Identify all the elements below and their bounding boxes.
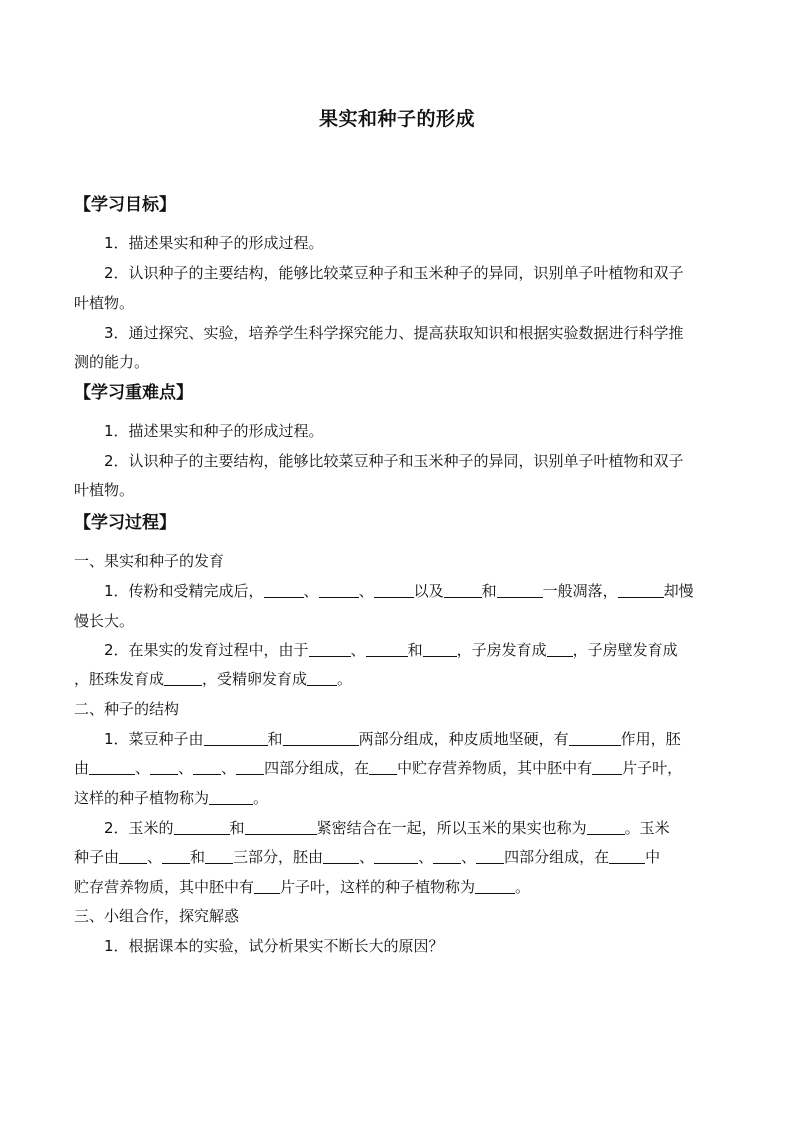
key-point-line-2-cont: 叶植物。 bbox=[74, 481, 135, 499]
blank[interactable] bbox=[236, 758, 264, 775]
key-point-line-2: 2．认识种子的主要结构，能够比较菜豆种子和玉米种子的异同，识别单子叶植物和双子 bbox=[104, 452, 684, 470]
question-3-line-2 bbox=[74, 753, 724, 783]
blank[interactable] bbox=[89, 758, 135, 775]
part1-heading: 一、果实和种子的发育 bbox=[74, 552, 225, 570]
blank[interactable] bbox=[475, 877, 515, 894]
q4-text: 、 bbox=[461, 848, 477, 866]
blank[interactable] bbox=[569, 729, 621, 746]
q2-text: ，子房壁发育成 bbox=[572, 641, 678, 659]
blank[interactable] bbox=[547, 640, 573, 657]
blank[interactable] bbox=[264, 581, 304, 598]
blank[interactable] bbox=[366, 640, 408, 657]
q4-text: 。 bbox=[515, 878, 531, 896]
blank[interactable] bbox=[374, 847, 418, 864]
section-heading-objectives: 【学习目标】 bbox=[74, 195, 176, 215]
q4-text: 、 bbox=[147, 848, 163, 866]
blank[interactable] bbox=[433, 847, 461, 864]
q1-text: 、 bbox=[303, 582, 319, 600]
question-1-line-1 bbox=[104, 576, 724, 606]
q2-text: 。 bbox=[337, 670, 353, 688]
q3-text: 、 bbox=[178, 759, 194, 777]
part2-heading: 二、种子的结构 bbox=[74, 700, 180, 718]
question-4-line-1 bbox=[104, 813, 724, 843]
question-5: 1．根据课本的实验，试分析果实不断长大的原因？ bbox=[104, 937, 444, 955]
question-3-line-1 bbox=[104, 724, 724, 754]
question-2-line-1 bbox=[104, 635, 724, 665]
q3-text: 两部分组成，种皮质地坚硬，有 bbox=[358, 730, 569, 748]
q3-text: 四部分组成，在 bbox=[264, 759, 370, 777]
blank[interactable] bbox=[174, 818, 230, 835]
objective-line-3: 3．通过探究、实验，培养学生科学探究能力、提高获取知识和根据实验数据进行科学推 bbox=[104, 324, 684, 342]
q4-text: 片子叶，这样的种子植物称为 bbox=[280, 878, 476, 896]
blank[interactable] bbox=[618, 581, 664, 598]
objective-line-2: 2．认识种子的主要结构，能够比较菜豆种子和玉米种子的异同，识别单子叶植物和双子 bbox=[104, 264, 684, 282]
blank[interactable] bbox=[609, 847, 645, 864]
q4-text: 紧密结合在一起，所以玉米的果实也称为 bbox=[316, 819, 587, 837]
q3-text: 这样的种子植物称为 bbox=[74, 789, 210, 807]
blank[interactable] bbox=[476, 847, 504, 864]
question-1-line-2: 慢长大。 bbox=[74, 612, 135, 630]
blank[interactable] bbox=[209, 788, 253, 805]
q3-text: 、 bbox=[221, 759, 237, 777]
q2-text: 2．在果实的发育过程中，由于 bbox=[104, 641, 309, 659]
blank[interactable] bbox=[497, 581, 543, 598]
blank[interactable] bbox=[307, 669, 337, 686]
blank[interactable] bbox=[150, 758, 178, 775]
q3-text: 中贮存营养物质，其中胚中有 bbox=[397, 759, 593, 777]
q2-text: 和 bbox=[407, 641, 423, 659]
q2-text: ，子房发育成 bbox=[456, 641, 547, 659]
q3-text: 1．菜豆种子由 bbox=[104, 730, 204, 748]
question-2-line-2 bbox=[74, 664, 724, 694]
q4-text: 中 bbox=[645, 848, 661, 866]
q4-text: 三部分，胚由 bbox=[233, 848, 324, 866]
blank[interactable] bbox=[162, 847, 190, 864]
blank[interactable] bbox=[374, 581, 414, 598]
q2-text: 、 bbox=[350, 641, 366, 659]
q4-text: 、 bbox=[418, 848, 434, 866]
blank[interactable] bbox=[587, 818, 625, 835]
q1-text: 1．传粉和受精完成后， bbox=[104, 582, 264, 600]
q3-text: 、 bbox=[135, 759, 151, 777]
blank[interactable] bbox=[193, 758, 221, 775]
q1-text: 和 bbox=[481, 582, 497, 600]
blank[interactable] bbox=[164, 669, 202, 686]
q4-text: 。玉米 bbox=[624, 819, 670, 837]
blank[interactable] bbox=[119, 847, 147, 864]
objective-line-3-cont: 测的能力。 bbox=[74, 353, 150, 371]
page-title: 果实和种子的形成 bbox=[318, 108, 475, 130]
part3-heading: 三、小组合作，探究解惑 bbox=[74, 907, 240, 925]
q1-text: 一般凋落， bbox=[542, 582, 618, 600]
blank[interactable] bbox=[283, 729, 359, 746]
q4-text: 、 bbox=[359, 848, 375, 866]
blank[interactable] bbox=[444, 581, 482, 598]
q2-text: ，受精卵发育成 bbox=[202, 670, 308, 688]
q1-text: 却慢 bbox=[663, 582, 694, 600]
section-heading-key-points: 【学习重难点】 bbox=[74, 383, 193, 403]
q3-text: 。 bbox=[253, 789, 269, 807]
question-4-line-3 bbox=[74, 872, 724, 902]
q3-text: 由 bbox=[74, 759, 90, 777]
blank[interactable] bbox=[205, 847, 233, 864]
q4-text: 2．玉米的 bbox=[104, 819, 174, 837]
blank[interactable] bbox=[204, 729, 268, 746]
blank[interactable] bbox=[309, 640, 351, 657]
blank[interactable] bbox=[319, 581, 359, 598]
blank[interactable] bbox=[592, 758, 622, 775]
q3-text: 和 bbox=[267, 730, 283, 748]
q4-text: 贮存营养物质，其中胚中有 bbox=[74, 878, 255, 896]
q2-text: ，胚珠发育成 bbox=[74, 670, 165, 688]
blank[interactable] bbox=[323, 847, 359, 864]
section-heading-process: 【学习过程】 bbox=[74, 513, 176, 533]
q1-text: 以及 bbox=[413, 582, 444, 600]
blank[interactable] bbox=[423, 640, 457, 657]
q4-text: 和 bbox=[229, 819, 245, 837]
q1-text: 、 bbox=[358, 582, 374, 600]
q4-text: 四部分组成，在 bbox=[504, 848, 610, 866]
q4-text: 种子由 bbox=[74, 848, 120, 866]
question-4-line-2 bbox=[74, 842, 724, 872]
q3-text: 作用，胚 bbox=[620, 730, 681, 748]
key-point-line-1: 1．描述果实和种子的形成过程。 bbox=[104, 422, 324, 440]
objective-line-2-cont: 叶植物。 bbox=[74, 294, 135, 312]
blank[interactable] bbox=[369, 758, 397, 775]
blank[interactable] bbox=[245, 818, 317, 835]
objective-line-1: 1．描述果实和种子的形成过程。 bbox=[104, 234, 324, 252]
q3-text: 片子叶， bbox=[622, 759, 683, 777]
blank[interactable] bbox=[254, 877, 280, 894]
q4-text: 和 bbox=[190, 848, 206, 866]
question-3-line-3 bbox=[74, 783, 724, 813]
